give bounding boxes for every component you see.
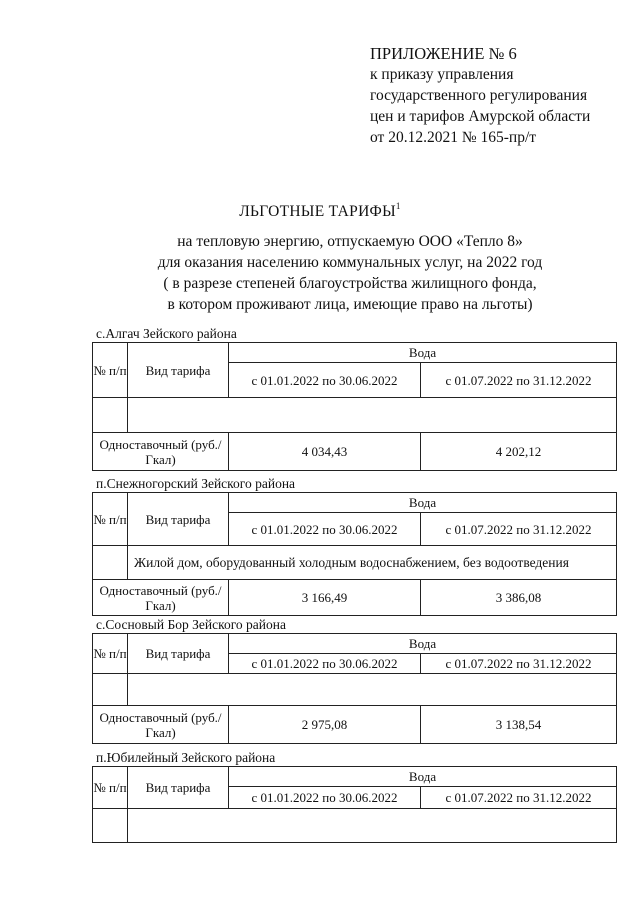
subtitle-line: ( в разрезе степеней благоустройства жилищного фонда, bbox=[163, 275, 537, 292]
num-cell bbox=[93, 546, 128, 580]
period1-header: с 01.01.2022 по 30.06.2022 bbox=[229, 654, 421, 674]
tariff-label-cell: Одноставочный (руб./Гкал) bbox=[93, 706, 229, 744]
water-header: Вода bbox=[229, 767, 617, 787]
document-title bbox=[0, 203, 640, 221]
appendix-line: от 20.12.2021 № 165-пр/т bbox=[370, 129, 537, 146]
value1-cell: 2 975,08 bbox=[229, 706, 421, 744]
period2-header: с 01.07.2022 по 31.12.2022 bbox=[421, 654, 617, 674]
tariff-type-header: Вид тарифа bbox=[128, 343, 229, 398]
subtitle-line: на тепловую энергию, отпускаемую ООО «Тепло 8» bbox=[177, 233, 523, 250]
location-label: п.Юбилейный Зейского района bbox=[96, 750, 276, 765]
title-text: ЛЬГОТНЫЕ ТАРИФЫ bbox=[239, 203, 396, 220]
water-header: Вода bbox=[229, 493, 617, 513]
appendix-block bbox=[370, 43, 590, 148]
num-header: № п/п bbox=[93, 634, 128, 674]
location-label: с.Алгач Зейского района bbox=[96, 326, 237, 341]
value2-cell: 3 138,54 bbox=[421, 706, 617, 744]
period2-header: с 01.07.2022 по 31.12.2022 bbox=[421, 513, 617, 546]
subtitle-line: в котором проживают лица, имеющие право на льготы) bbox=[167, 296, 533, 313]
value2-cell: 4 202,12 bbox=[421, 433, 617, 471]
appendix-heading: ПРИЛОЖЕНИЕ № 6 bbox=[370, 44, 517, 63]
water-header: Вода bbox=[229, 343, 617, 363]
num-header: № п/п bbox=[93, 493, 128, 546]
period2-header: с 01.07.2022 по 31.12.2022 bbox=[421, 787, 617, 809]
value1-cell: 3 166,49 bbox=[229, 580, 421, 616]
num-cell bbox=[93, 809, 128, 843]
period2-header: с 01.07.2022 по 31.12.2022 bbox=[421, 363, 617, 398]
num-header: № п/п bbox=[93, 767, 128, 809]
tariff-table bbox=[92, 342, 617, 471]
footnote-mark: 1 bbox=[395, 201, 401, 211]
tariff-type-header: Вид тарифа bbox=[128, 493, 229, 546]
appendix-line: цен и тарифов Амурской области bbox=[370, 108, 591, 125]
document-subtitle bbox=[0, 231, 640, 315]
appendix-line: государственного регулирования bbox=[370, 87, 588, 104]
location-label: с.Сосновый Бор Зейского района bbox=[96, 617, 286, 632]
category-cell bbox=[128, 809, 617, 843]
appendix-line: к приказу управления bbox=[370, 66, 514, 83]
tariff-type-header: Вид тарифа bbox=[128, 767, 229, 809]
tariff-table bbox=[92, 492, 617, 616]
tariff-table bbox=[92, 766, 617, 843]
period1-header: с 01.01.2022 по 30.06.2022 bbox=[229, 363, 421, 398]
value1-cell: 4 034,43 bbox=[229, 433, 421, 471]
category-cell bbox=[128, 398, 617, 433]
water-header: Вода bbox=[229, 634, 617, 654]
num-cell bbox=[93, 674, 128, 706]
tariff-label-cell: Одноставочный (руб./Гкал) bbox=[93, 433, 229, 471]
tariff-type-header: Вид тарифа bbox=[128, 634, 229, 674]
subtitle-line: для оказания населению коммунальных услуг, на 2022 год bbox=[157, 254, 543, 271]
num-header: № п/п bbox=[93, 343, 128, 398]
category-cell bbox=[128, 674, 617, 706]
tariff-label-cell: Одноставочный (руб./Гкал) bbox=[93, 580, 229, 616]
value2-cell: 3 386,08 bbox=[421, 580, 617, 616]
category-cell: Жилой дом, оборудованный холодным водоснабжением, без водоотведения bbox=[128, 546, 617, 580]
location-label: п.Снежногорский Зейского района bbox=[96, 476, 296, 491]
period1-header: с 01.01.2022 по 30.06.2022 bbox=[229, 513, 421, 546]
num-cell bbox=[93, 398, 128, 433]
tariff-table bbox=[92, 633, 617, 744]
period1-header: с 01.01.2022 по 30.06.2022 bbox=[229, 787, 421, 809]
